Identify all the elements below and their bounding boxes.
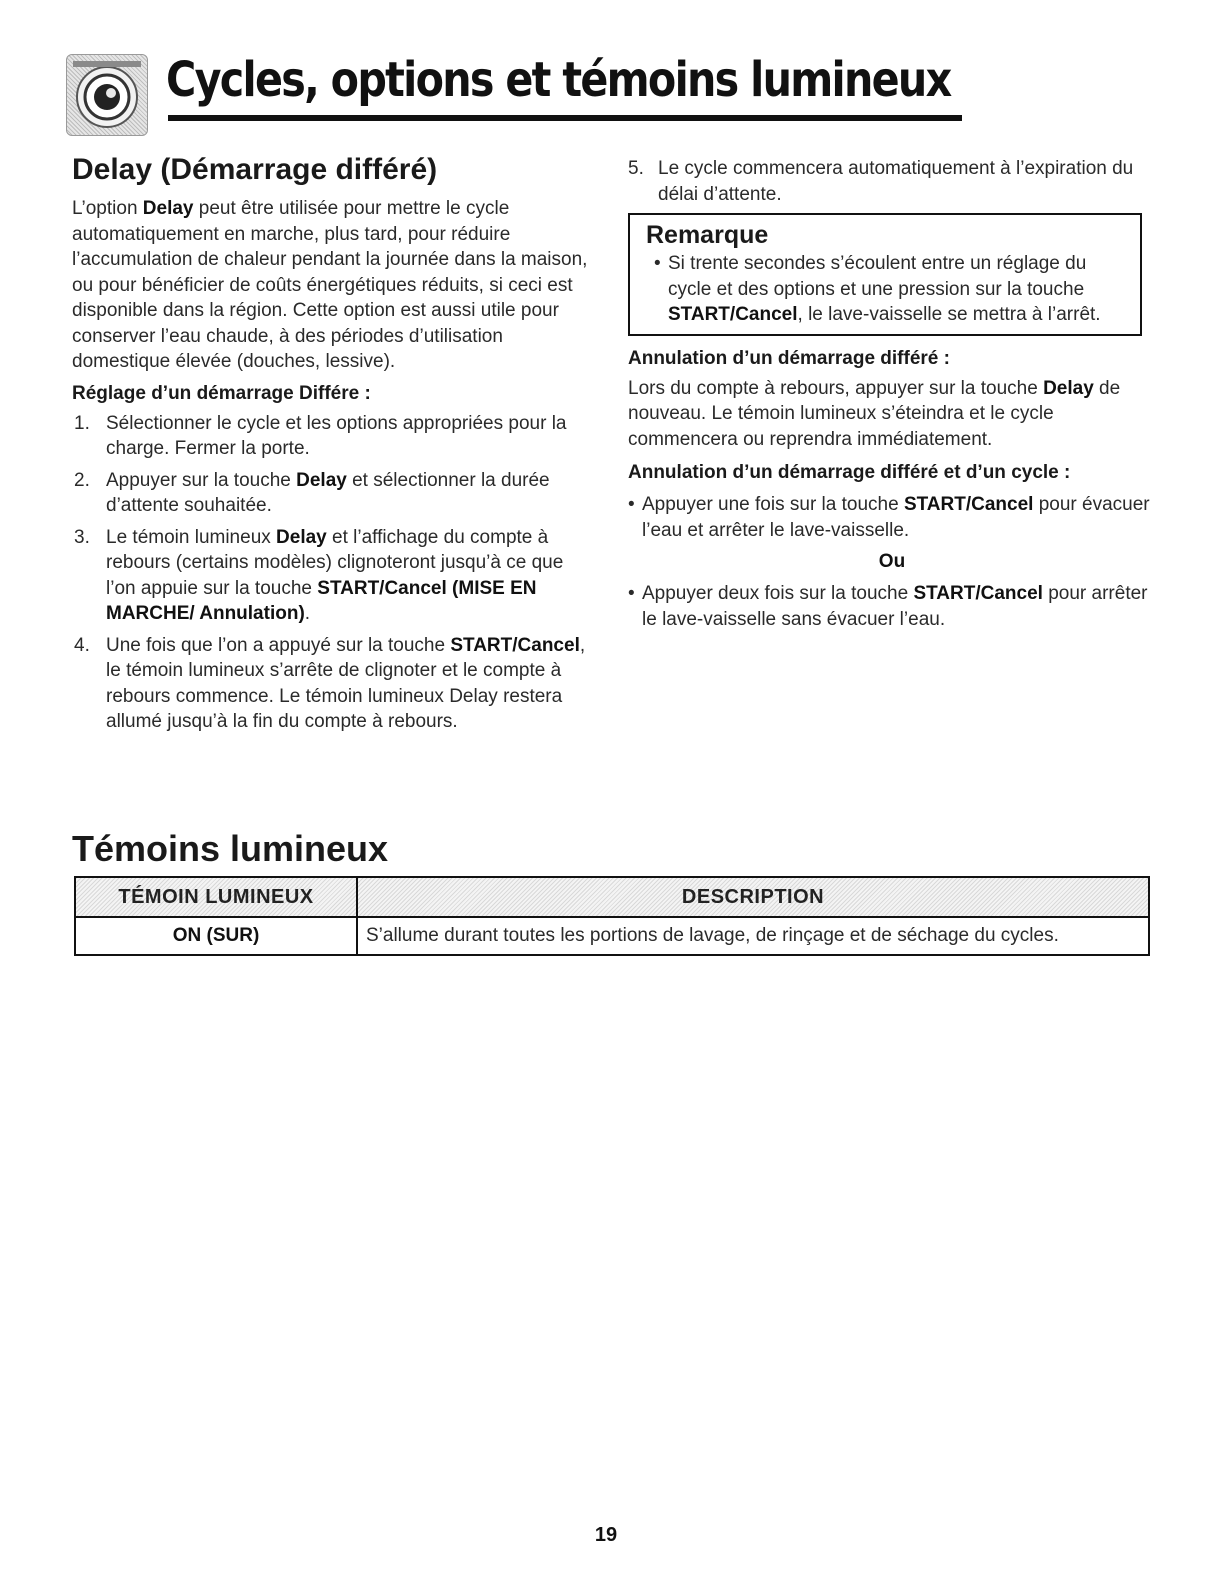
page-number: 19 [594,1524,618,1546]
remark-text-2: , le lave-vaisselle se mettra à l’arrêt. [797,304,1101,325]
bullet-text: Appuyer une fois sur la touche [642,494,904,515]
step-bold: Delay [276,526,327,548]
step-text: et sélectionner la durée d’attente souhaitée. [106,469,550,516]
step-number: 2. [74,469,90,491]
step-text: Une fois que l’on a appuyé sur la touche [106,634,451,656]
cancel-text-1: Lors du compte à rebours, appuyer sur la touche [628,377,1044,399]
dishwasher-badge-icon [66,54,148,136]
step-number: 1. [74,412,90,434]
right-column [628,150,1156,638]
step-number: 5. [628,158,644,179]
intro-text: L’option [72,198,143,219]
setting-heading: Réglage d’un démarrage Différe : [72,382,371,404]
or-separator: Ou [878,551,906,572]
lights-section-title: Témoins lumineux [72,828,389,869]
page-title: Cycles, options et témoins lumineux [166,52,951,108]
list-item [72,468,592,519]
column-header-light: TÉMOIN LUMINEUX [75,877,357,917]
intro-bold: Delay [142,198,194,219]
delay-intro [72,196,592,375]
bullet-text: Appuyer deux fois sur la touche [642,583,914,604]
list-item [628,492,1156,543]
column-header-description: DESCRIPTION [357,877,1149,917]
delay-steps [72,411,592,735]
step-bold: START/Cancel [450,634,580,656]
step-number: 3. [74,526,90,548]
remark-bold: START/Cancel [668,304,798,325]
step-text: Appuyer sur la touche [106,469,297,491]
cancel-text [628,376,1156,453]
list-item [72,525,592,627]
step-text: et l’affichage du compte à rebours (certains modèles) clignoteront jusqu’à ce que l’on appuie sur la touche [106,526,564,599]
light-name-cell: ON (SUR) [75,917,357,955]
page-header [66,48,962,130]
step-text: Le cycle commencera automatiquement à l’expiration du délai d’attente. [658,158,1134,205]
bullet-text: pour évacuer l’eau et arrêter le lave-vaisselle. [642,494,1150,541]
cancel-text-2: de nouveau. Le témoin lumineux s’éteindra et le cycle commencera ou reprendra immédiatement. [628,377,1121,450]
remark-text: Si trente secondes s’écoulent entre un réglage du cycle et des options et une pression sur la touche [668,253,1087,300]
light-description-cell: S’allume durant toutes les portions de lavage, de rinçage et de séchage du cycles. [357,917,1149,955]
table-header-row [75,877,1149,917]
step-text: Sélectionner le cycle et les options appropriées pour la charge. Fermer la porte. [106,412,567,459]
cancel-heading: Annulation d’un démarrage différé : [628,347,950,369]
step-text: Le témoin lumineux [106,526,277,548]
step-number: 4. [74,634,90,656]
cancel-bold: Delay [1043,377,1094,399]
remark-title: Remarque [646,221,769,249]
list-item [628,581,1156,632]
remark-box [628,213,1142,336]
step-text: , le témoin lumineux s’arrête de clignoter et le compte à rebours commence. Le témoin lumineux Delay restera allumé jusqu’à la fin du compte à rebours. [106,634,586,732]
delay-section-title: Delay (Démarrage différé) [72,153,438,186]
list-item [628,156,1156,207]
remark-bullet [654,251,1128,328]
list-item [72,633,592,735]
step-bold: START/Cancel (MISE EN MARCHE/ Annulation) [106,577,537,624]
bullet-bold: START/Cancel [913,583,1043,604]
step-bold: Delay [296,469,347,491]
delay-steps-continued [628,156,1156,207]
bullet-bold: START/Cancel [903,494,1034,515]
dishwasher-dial-icon [67,55,147,135]
cancel-cycle-list [628,492,1156,632]
bullet-text: pour arrêter le lave-vaisselle sans évacuer l’eau. [642,583,1148,630]
title-underline [168,115,962,121]
cancel-cycle-heading: Annulation d’un démarrage différé et d’un cycle : [628,462,1071,483]
lights-table [74,876,1150,956]
list-item [72,411,592,462]
step-text: . [304,603,311,624]
table-row [75,917,1149,955]
left-column [72,150,592,741]
intro-text-2: peut être utilisée pour mettre le cycle automatiquement en marche, plus tard, pour réduire l’accumulation de chaleur pendant la journée dans la maison, ou pour bénéficier de coûts énergétiques réduits, si ceci est disponible dans la région. Cette option est aussi utile pour conserver l’eau chaude, à des périodes d’utilisation domestique élevée (douches, lessive). [72,198,588,372]
